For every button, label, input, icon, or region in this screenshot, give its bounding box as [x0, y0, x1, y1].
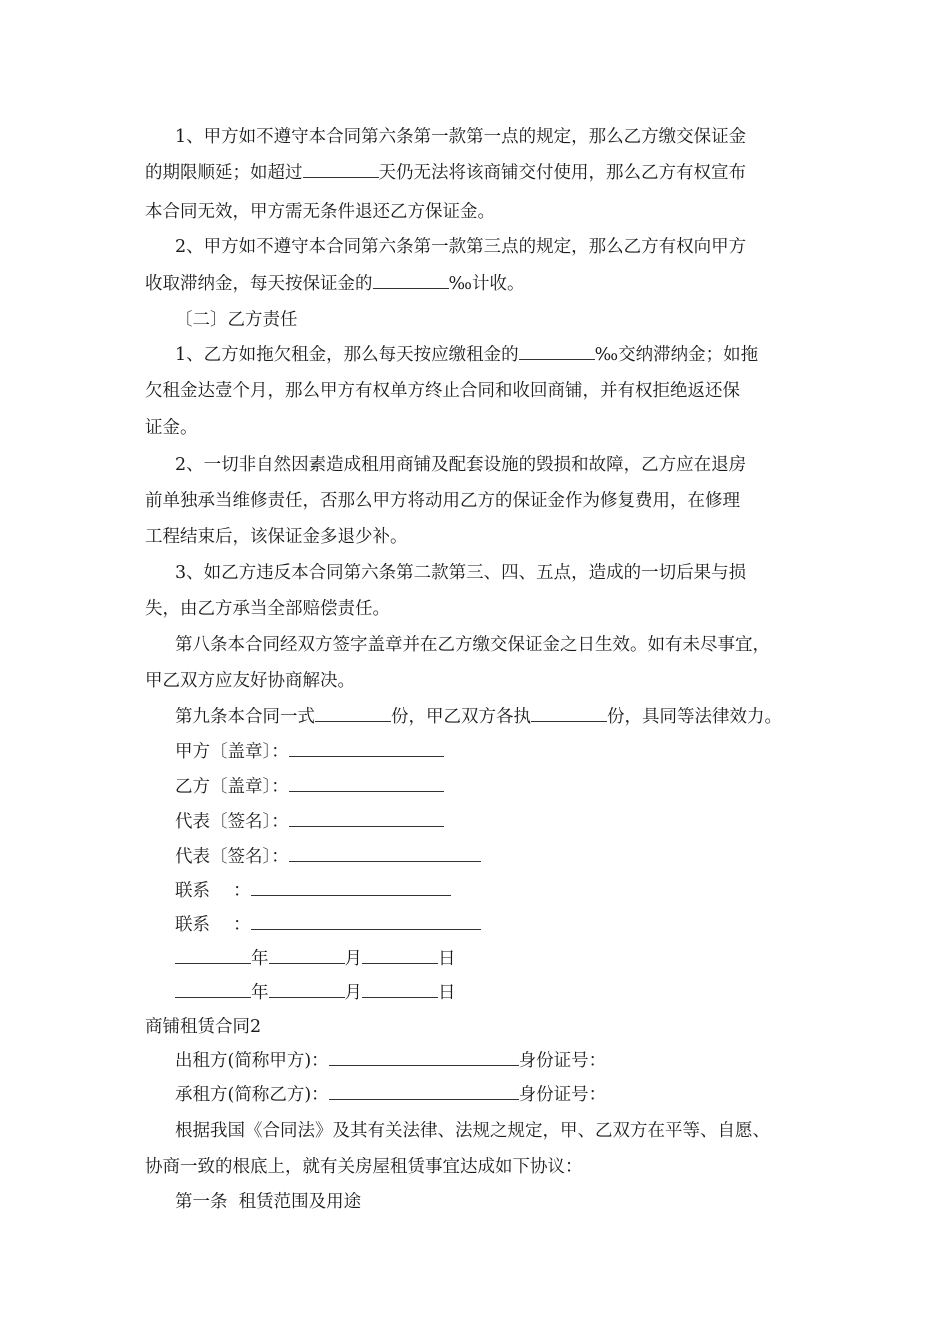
- signature-line: 代表〔签名〕：: [175, 811, 444, 833]
- para-line: 本合同无效，甲方需无条件退还乙方保证金。: [145, 202, 495, 222]
- para-line: 欠租金达壹个月，那么甲方有权单方终止合同和收回商铺，并有权拒绝返还保: [145, 381, 740, 401]
- para-line: 的期限顺延；如超过 天仍无法将该商铺交付使用，那么乙方有权宣布: [145, 163, 746, 183]
- blank-field: [289, 811, 444, 827]
- party-line: 承租方(简称乙方)： 身份证号：: [175, 1085, 607, 1105]
- blank-field: [289, 776, 444, 792]
- para-line: 3、如乙方违反本合同第六条第二款第三、四、五点，造成的一切后果与损: [175, 563, 747, 583]
- blank-field: [175, 948, 251, 964]
- contact-line: 联系 ：: [175, 914, 481, 936]
- para-line: 1、甲方如不遵守本合同第六条第一款第一点的规定，那么乙方缴交保证金: [175, 127, 747, 147]
- party-line: 出租方(简称甲方)： 身份证号：: [175, 1051, 607, 1071]
- para-line: 收取滞纳金，每天按保证金的 ‰计收。: [145, 274, 525, 294]
- document-title: 商铺租赁合同2: [145, 1017, 262, 1037]
- article-heading: 第一条 租赁范围及用途: [175, 1192, 362, 1212]
- para-line: 协商一致的根底上，就有关房屋租赁事宜达成如下协议：: [145, 1157, 583, 1177]
- blank-field: [519, 344, 595, 360]
- signature-line: 代表〔签名〕：: [175, 846, 481, 868]
- blank-field: [289, 741, 444, 757]
- date-line: 年 月 日: [175, 982, 456, 1004]
- signature-line: 乙方〔盖章〕：: [175, 776, 444, 798]
- blank-field: [362, 948, 438, 964]
- blank-field: [531, 706, 607, 722]
- blank-field: [329, 1050, 519, 1066]
- para-line: 失，由乙方承当全部赔偿责任。: [145, 599, 390, 619]
- blank-field: [269, 948, 345, 964]
- signature-line: 甲方〔盖章〕：: [175, 741, 444, 763]
- blank-field: [329, 1084, 519, 1100]
- para-line: 工程结束后，该保证金多退少补。: [145, 527, 408, 547]
- para-line: 第九条本合同一式 份，甲乙双方各执 份，具同等法律效力。: [175, 707, 782, 727]
- para-line: 根据我国《合同法》及其有关法律、法规之规定，甲、乙双方在平等、自愿、: [175, 1121, 770, 1141]
- blank-field: [373, 273, 449, 289]
- blank-field: [362, 982, 438, 998]
- para-line: 甲乙双方应友好协商解决。: [145, 671, 355, 691]
- para-line: 2、甲方如不遵守本合同第六条第一款第三点的规定，那么乙方有权向甲方: [175, 237, 747, 257]
- blank-field: [303, 162, 379, 178]
- para-line: 前单独承当维修责任，否那么甲方将动用乙方的保证金作为修复费用，在修理: [145, 491, 740, 511]
- section-heading: 〔二〕乙方责任: [175, 310, 298, 330]
- para-line: 证金。: [145, 418, 198, 438]
- blank-field: [315, 706, 391, 722]
- contact-line: 联系 ：: [175, 880, 451, 902]
- para-line: 第八条本合同经双方签字盖章并在乙方缴交保证金之日生效。如有未尽事宜，: [175, 635, 770, 655]
- date-line: 年 月 日: [175, 948, 456, 970]
- para-line: 2、一切非自然因素造成租用商铺及配套设施的毁损和故障，乙方应在退房: [175, 455, 747, 475]
- blank-field: [251, 880, 451, 896]
- blank-field: [251, 914, 481, 930]
- para-line: 1、乙方如拖欠租金，那么每天按应缴租金的 ‰交纳滞纳金；如拖: [175, 345, 759, 365]
- blank-field: [289, 846, 481, 862]
- blank-field: [269, 982, 345, 998]
- blank-field: [175, 982, 251, 998]
